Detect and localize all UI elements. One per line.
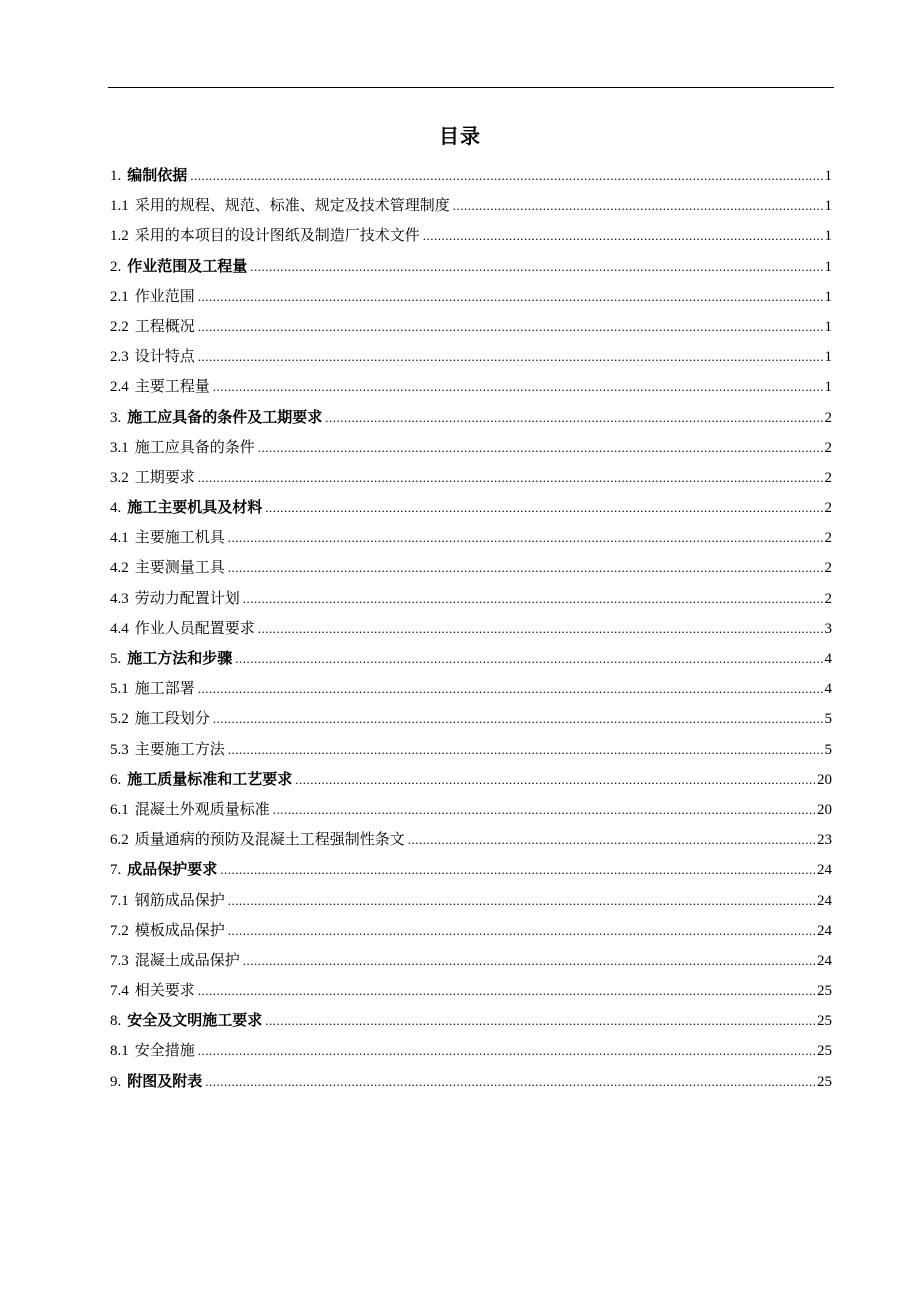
- toc-entry[interactable]: [110, 915, 832, 945]
- toc-entry-label: 作业范围及工程量: [127, 256, 248, 275]
- toc-dot-leader: [205, 1066, 815, 1096]
- table-of-contents: [110, 160, 832, 1096]
- toc-entry-label: 主要施工方法: [134, 739, 225, 758]
- toc-dot-leader: [198, 311, 823, 341]
- toc-dot-leader: [243, 945, 815, 975]
- toc-entry-label: 作业人员配置要求: [134, 618, 255, 637]
- toc-entry[interactable]: [110, 190, 832, 220]
- toc-dot-leader: [228, 734, 823, 764]
- toc-entry[interactable]: [110, 673, 832, 703]
- toc-entry-label: 施工主要机具及材料: [127, 498, 263, 517]
- toc-dot-leader: [250, 251, 822, 281]
- toc-entry-page-number: 24: [817, 892, 832, 909]
- toc-entry-number: 2.3: [110, 349, 129, 366]
- toc-entry[interactable]: [110, 975, 832, 1005]
- toc-entry[interactable]: [110, 402, 832, 432]
- toc-entry[interactable]: [110, 764, 832, 794]
- toc-entry-page-number: 1: [824, 258, 832, 275]
- toc-entry[interactable]: [110, 1005, 832, 1035]
- toc-entry[interactable]: [110, 220, 832, 250]
- toc-entry-label: 作业范围: [134, 286, 195, 305]
- toc-entry-number: 4.3: [110, 590, 129, 607]
- toc-entry[interactable]: [110, 794, 832, 824]
- toc-entry-number: 6.1: [110, 801, 129, 818]
- toc-entry-number: 6.2: [110, 832, 129, 849]
- toc-entry-page-number: 23: [817, 832, 832, 849]
- toc-entry-number: 2.1: [110, 288, 129, 305]
- toc-dot-leader: [273, 794, 815, 824]
- toc-entry-page-number: 24: [817, 952, 832, 969]
- toc-dot-leader: [213, 703, 823, 733]
- toc-entry[interactable]: [110, 492, 832, 522]
- toc-entry-label: 工期要求: [134, 467, 195, 486]
- toc-entry-page-number: 24: [817, 862, 832, 879]
- toc-entry-label: 质量通病的预防及混凝土工程强制性条文: [134, 830, 405, 849]
- toc-dot-leader: [258, 432, 823, 462]
- toc-entry-label: 采用的规程、规范、标准、规定及技术管理制度: [134, 196, 450, 215]
- toc-dot-leader: [228, 885, 815, 915]
- toc-entry-number: 5.2: [110, 711, 129, 728]
- toc-entry-page-number: 24: [817, 922, 832, 939]
- toc-entry-label: 钢筋成品保护: [134, 890, 225, 909]
- toc-entry-label: 施工质量标准和工艺要求: [127, 769, 293, 788]
- toc-entry[interactable]: [110, 552, 832, 582]
- toc-entry-page-number: 4: [824, 651, 832, 667]
- toc-dot-leader: [198, 673, 823, 703]
- toc-entry-label: 混凝土外观质量标准: [134, 799, 270, 818]
- toc-title: 目录: [439, 124, 481, 148]
- toc-entry[interactable]: [110, 945, 832, 975]
- toc-entry-number: 5.: [110, 651, 122, 667]
- toc-entry[interactable]: [110, 583, 832, 613]
- toc-dot-leader: [453, 190, 823, 220]
- toc-entry-label: 安全措施: [134, 1041, 195, 1060]
- toc-entry-label: 模板成品保护: [134, 920, 225, 939]
- toc-entry-number: 2.4: [110, 379, 129, 396]
- toc-entry-number: 4.: [110, 500, 122, 517]
- toc-entry-number: 5.3: [110, 741, 129, 758]
- toc-entry-page-number: 25: [817, 1013, 832, 1030]
- toc-entry-label: 施工应具备的条件: [134, 437, 255, 456]
- toc-entry-page-number: 20: [817, 771, 832, 788]
- toc-entry-page-number: 1: [824, 349, 832, 366]
- toc-entry[interactable]: [110, 160, 832, 190]
- toc-entry-page-number: 1: [824, 168, 832, 184]
- toc-entry-page-number: 1: [824, 228, 832, 245]
- toc-entry[interactable]: [110, 643, 832, 673]
- toc-dot-leader: [258, 613, 823, 643]
- toc-dot-leader: [243, 583, 823, 613]
- toc-entry-number: 4.4: [110, 620, 129, 637]
- toc-entry-number: 3.1: [110, 439, 129, 456]
- toc-entry-page-number: 5: [824, 741, 832, 758]
- toc-entry-label: 工程概况: [134, 316, 195, 335]
- toc-entry-page-number: 4: [824, 681, 832, 698]
- toc-entry-page-number: 3: [824, 620, 832, 637]
- toc-dot-leader: [198, 975, 815, 1005]
- toc-entry-number: 7.2: [110, 922, 129, 939]
- toc-entry-page-number: 2: [824, 560, 832, 577]
- toc-entry-label: 采用的本项目的设计图纸及制造厂技术文件: [134, 226, 420, 245]
- toc-entry-page-number: 2: [824, 590, 832, 607]
- toc-entry-page-number: 1: [824, 288, 832, 305]
- toc-entry-page-number: 5: [824, 711, 832, 728]
- toc-entry[interactable]: [110, 734, 832, 764]
- toc-entry[interactable]: [110, 341, 832, 371]
- toc-entry[interactable]: [110, 824, 832, 854]
- toc-entry-page-number: 20: [817, 801, 832, 818]
- toc-dot-leader: [198, 341, 823, 371]
- toc-entry-label: 主要施工机具: [134, 528, 225, 547]
- toc-entry-page-number: 25: [817, 983, 832, 1000]
- toc-entry[interactable]: [110, 613, 832, 643]
- toc-entry-number: 4.2: [110, 560, 129, 577]
- toc-dot-leader: [265, 492, 822, 522]
- toc-entry-label: 混凝土成品保护: [134, 950, 240, 969]
- toc-entry[interactable]: [110, 522, 832, 552]
- toc-entry-number: 3.: [110, 409, 122, 426]
- toc-entry-label: 施工应具备的条件及工期要求: [127, 407, 323, 426]
- toc-entry-page-number: 1: [824, 198, 832, 215]
- toc-entry-number: 5.1: [110, 681, 129, 698]
- header-rule: [108, 87, 834, 88]
- toc-dot-leader: [190, 160, 822, 190]
- toc-entry-page-number: 2: [824, 469, 832, 486]
- toc-entry[interactable]: [110, 371, 832, 401]
- toc-entry-label: 施工方法和步骤: [127, 649, 233, 667]
- toc-entry-page-number: 1: [824, 379, 832, 396]
- toc-entry-number: 4.1: [110, 530, 129, 547]
- toc-entry-label: 附图及附表: [127, 1071, 203, 1090]
- toc-entry-page-number: 2: [824, 439, 832, 456]
- toc-entry-number: 1.: [110, 168, 122, 184]
- toc-dot-leader: [228, 915, 815, 945]
- toc-entry-number: 6.: [110, 771, 122, 788]
- toc-entry[interactable]: [110, 703, 832, 733]
- toc-entry-number: 3.2: [110, 469, 129, 486]
- toc-dot-leader: [265, 1005, 815, 1035]
- toc-dot-leader: [228, 552, 823, 582]
- toc-entry[interactable]: [110, 1066, 832, 1096]
- toc-entry-number: 1.2: [110, 228, 129, 245]
- toc-entry-number: 2.2: [110, 318, 129, 335]
- toc-dot-leader: [198, 281, 823, 311]
- toc-entry-number: 7.: [110, 862, 122, 879]
- toc-entry-label: 劳动力配置计划: [134, 588, 240, 607]
- toc-entry-label: 设计特点: [134, 347, 195, 366]
- toc-dot-leader: [423, 220, 823, 250]
- toc-entry[interactable]: [110, 251, 832, 281]
- toc-entry-number: 9.: [110, 1073, 122, 1090]
- toc-entry-number: 8.: [110, 1013, 122, 1030]
- toc-entry[interactable]: [110, 885, 832, 915]
- toc-entry-page-number: 2: [824, 409, 832, 426]
- toc-dot-leader: [213, 371, 823, 401]
- toc-dot-leader: [235, 643, 822, 673]
- toc-entry-number: 8.1: [110, 1043, 129, 1060]
- toc-entry[interactable]: [110, 281, 832, 311]
- toc-entry[interactable]: [110, 462, 832, 492]
- toc-entry-number: 2.: [110, 258, 122, 275]
- toc-entry-label: 施工部署: [134, 679, 195, 698]
- toc-entry-label: 施工段划分: [134, 709, 210, 728]
- toc-entry-label: 成品保护要求: [127, 860, 218, 879]
- toc-entry-page-number: 1: [824, 318, 832, 335]
- toc-entry-label: 安全及文明施工要求: [127, 1011, 263, 1030]
- toc-entry[interactable]: [110, 311, 832, 341]
- toc-dot-leader: [295, 764, 815, 794]
- toc-entry[interactable]: [110, 1035, 832, 1065]
- toc-entry-label: 主要工程量: [134, 377, 210, 396]
- toc-entry-page-number: 2: [824, 500, 832, 517]
- toc-entry-number: 1.1: [110, 198, 129, 215]
- toc-entry-number: 7.4: [110, 983, 129, 1000]
- toc-entry-page-number: 25: [817, 1043, 832, 1060]
- toc-entry-page-number: 25: [817, 1073, 832, 1090]
- toc-entry-number: 7.3: [110, 952, 129, 969]
- toc-entry[interactable]: [110, 432, 832, 462]
- toc-entry-number: 7.1: [110, 892, 129, 909]
- toc-dot-leader: [198, 462, 823, 492]
- toc-entry[interactable]: [110, 854, 832, 884]
- toc-entry-page-number: 2: [824, 530, 832, 547]
- toc-entry-label: 相关要求: [134, 981, 195, 1000]
- toc-dot-leader: [220, 854, 815, 884]
- toc-dot-leader: [408, 824, 815, 854]
- toc-entry-label: 编制依据: [127, 166, 188, 184]
- toc-dot-leader: [325, 402, 822, 432]
- toc-entry-label: 主要测量工具: [134, 558, 225, 577]
- toc-dot-leader: [228, 522, 823, 552]
- toc-dot-leader: [198, 1035, 815, 1065]
